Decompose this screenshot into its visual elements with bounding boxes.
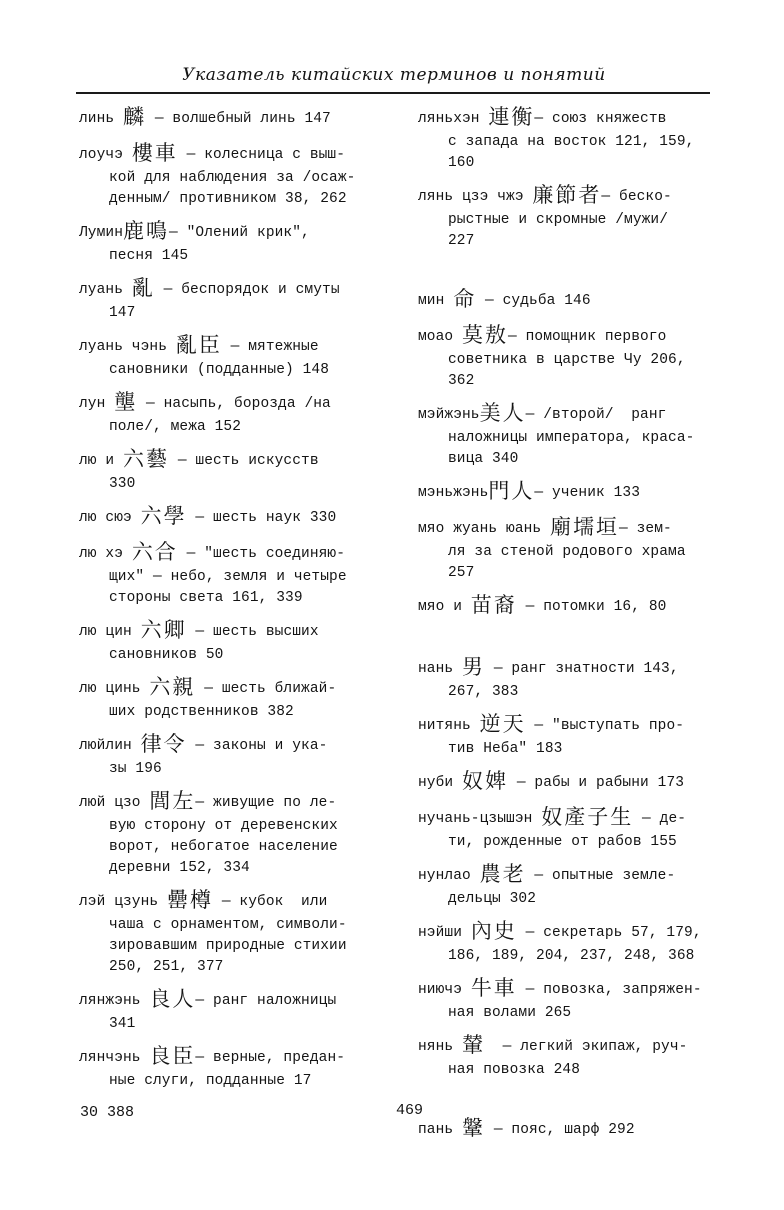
entry-continuation-line: песня 145 xyxy=(109,248,189,264)
entry-term: моао xyxy=(418,329,463,345)
entry-continuation-line: щих" — небо, земля и четыре xyxy=(109,569,347,585)
entry-term: пань xyxy=(418,1122,463,1138)
index-entry xyxy=(418,1032,718,1081)
entry-head-line xyxy=(418,768,718,796)
index-entry xyxy=(418,711,718,760)
chinese-characters: 鹿鳴 xyxy=(123,219,170,243)
entry-head-line xyxy=(79,140,379,168)
index-entry xyxy=(79,617,379,666)
chinese-characters: 廉節者 xyxy=(532,183,602,207)
entry-term: лю цин xyxy=(79,624,141,640)
entry-definition: — потомки 16, 80 xyxy=(516,599,667,615)
entry-definition: — "шесть соединяю- xyxy=(177,546,346,562)
entry-term: линь xyxy=(79,111,124,127)
chinese-characters: 六親 xyxy=(149,675,196,699)
entry-term: мэньжэнь xyxy=(418,485,489,501)
chinese-characters: 罍樽 xyxy=(167,888,214,912)
index-entry xyxy=(418,182,718,252)
index-entry xyxy=(79,1043,379,1092)
entry-continuation-line: 250, 251, 377 xyxy=(109,959,224,975)
entry-definition: — волшебный линь 147 xyxy=(146,111,331,127)
entry-definition: — живущие по ле- xyxy=(195,795,337,811)
index-entry xyxy=(418,975,718,1024)
entry-term: лун xyxy=(79,396,115,412)
entry-definition: — повозка, запряжен- xyxy=(516,982,702,998)
entry-continuation-line: 147 xyxy=(109,305,136,321)
entry-term: мэйжэнь xyxy=(418,407,480,423)
entry-definition: — де- xyxy=(633,811,687,827)
printer-signature: 30 388 xyxy=(80,1104,135,1121)
index-entry xyxy=(79,389,379,438)
chinese-characters: 逆天 xyxy=(479,712,526,736)
entry-continuation-line: чаша с орнаментом, символи- xyxy=(109,917,347,933)
entry-head-line xyxy=(418,1115,718,1143)
entry-term: лянжэнь xyxy=(79,993,150,1009)
entry-head-line xyxy=(418,975,718,1003)
entry-term: нуби xyxy=(418,775,463,791)
entry-continuation-line: наложницы императора, краса- xyxy=(448,430,695,446)
entry-definition: — ранг наложницы xyxy=(195,993,337,1009)
entry-head-line xyxy=(418,286,718,314)
chinese-characters: 壟 xyxy=(114,390,138,414)
chinese-characters: 六合 xyxy=(131,540,178,564)
entry-definition: — опытные земле- xyxy=(525,868,676,884)
index-entry xyxy=(79,332,379,381)
chinese-characters: 廟壖垣 xyxy=(550,515,620,539)
entry-continuation-line: дельцы 302 xyxy=(448,891,537,907)
entry-definition: — рабы и рабыни 173 xyxy=(508,775,685,791)
page-header: Указатель китайских терминов и понятий xyxy=(182,65,606,85)
chinese-characters: 苗裔 xyxy=(470,593,517,617)
entry-continuation-line: зы 196 xyxy=(109,761,162,777)
chinese-characters: 閭左 xyxy=(149,789,196,813)
entry-term: лэй цзунь xyxy=(79,894,168,910)
entry-term: нучань-цзышэн xyxy=(418,811,542,827)
entry-continuation-line: ная повозка 248 xyxy=(448,1062,581,1078)
chinese-characters: 命 xyxy=(453,287,477,311)
chinese-characters: 莫敖 xyxy=(462,323,509,347)
entry-head-line xyxy=(418,104,718,132)
entry-continuation-line: ля за стеной родового храма xyxy=(448,544,686,560)
chinese-characters: 亂臣 xyxy=(175,333,222,357)
entry-definition: — /второй/ ранг xyxy=(525,407,667,423)
entry-continuation-line: советника в царстве Чу 206, xyxy=(448,352,686,368)
index-entry xyxy=(79,731,379,780)
letter-group-gap xyxy=(418,260,718,286)
entry-head-line xyxy=(418,182,718,210)
entry-term: лянь цзэ чжэ xyxy=(418,189,533,205)
chinese-characters: 美人 xyxy=(479,401,526,425)
entry-continuation-line: ти, рожденные от рабов 155 xyxy=(448,834,677,850)
entry-head-line xyxy=(418,711,718,739)
entry-term: лю хэ xyxy=(79,546,132,562)
index-entry xyxy=(79,539,379,609)
entry-continuation-line: 186, 189, 204, 237, 248, 368 xyxy=(448,948,695,964)
entry-head-line xyxy=(79,332,379,360)
entry-term: луань xyxy=(79,282,132,298)
entry-head-line xyxy=(79,104,379,132)
entry-continuation-line: деревни 152, 334 xyxy=(109,860,250,876)
entry-definition: — зем- xyxy=(619,521,672,537)
entry-definition: — кубок или xyxy=(213,894,328,910)
entry-term: лю и xyxy=(79,453,124,469)
page-number: 469 xyxy=(396,1102,424,1119)
entry-continuation-line: сановников 50 xyxy=(109,647,224,663)
entry-definition: — ученик 133 xyxy=(534,485,641,501)
entry-continuation-line: 227 xyxy=(448,233,475,249)
entry-continuation-line: вица 340 xyxy=(448,451,519,467)
entry-term: нянь xyxy=(418,1039,463,1055)
entry-continuation-line: 160 xyxy=(448,155,475,171)
chinese-characters: 六卿 xyxy=(140,618,187,642)
entry-continuation-line: ворот, небогатое население xyxy=(109,839,338,855)
letter-group-gap xyxy=(418,1089,718,1115)
entry-head-line xyxy=(79,887,379,915)
entry-term: лю цинь xyxy=(79,681,150,697)
entry-term: нитянь xyxy=(418,718,480,734)
letter-group-gap xyxy=(418,628,718,654)
index-entry xyxy=(79,887,379,978)
index-entry xyxy=(79,104,379,132)
index-entry xyxy=(79,986,379,1035)
entry-definition: — колесница с выш- xyxy=(177,147,346,163)
header-rule xyxy=(76,92,710,94)
index-entry xyxy=(418,804,718,853)
entry-head-line xyxy=(79,674,379,702)
index-entry xyxy=(418,104,718,174)
entry-head-line xyxy=(79,218,379,246)
entry-head-line xyxy=(418,861,718,889)
entry-head-line xyxy=(418,514,718,542)
index-entry xyxy=(418,768,718,796)
entry-term: луань чэнь xyxy=(79,339,176,355)
index-entry xyxy=(418,400,718,470)
chinese-characters: 輦 xyxy=(462,1033,486,1057)
entry-head-line xyxy=(418,592,718,620)
entry-continuation-line: 267, 383 xyxy=(448,684,519,700)
right-column xyxy=(418,104,718,1151)
entry-head-line xyxy=(418,322,718,350)
entry-head-line xyxy=(79,275,379,303)
entry-definition: — верные, предан- xyxy=(195,1050,346,1066)
entry-continuation-line: 362 xyxy=(448,373,475,389)
index-entry xyxy=(418,286,718,314)
entry-term: нань xyxy=(418,661,463,677)
entry-head-line xyxy=(418,1032,718,1060)
chinese-characters: 連衡 xyxy=(488,105,535,129)
entry-term: люйлин xyxy=(79,738,141,754)
index-entry xyxy=(79,275,379,324)
index-entry xyxy=(418,592,718,620)
entry-head-line xyxy=(79,986,379,1014)
entry-head-line xyxy=(79,503,379,531)
entry-definition: — мятежные xyxy=(221,339,319,355)
entry-head-line xyxy=(79,539,379,567)
index-entry xyxy=(418,322,718,392)
entry-definition: — шесть ближай- xyxy=(195,681,337,697)
entry-term: Лумин xyxy=(79,225,124,241)
chinese-characters: 奴產子生 xyxy=(541,805,634,829)
index-entry xyxy=(418,1115,718,1143)
chinese-characters: 男 xyxy=(462,655,486,679)
entry-term: ляньхэн xyxy=(418,111,489,127)
entry-definition: — помощник первого xyxy=(508,329,667,345)
entry-term: мяо и xyxy=(418,599,471,615)
entry-head-line xyxy=(79,617,379,645)
entry-term: лоучэ xyxy=(79,147,132,163)
entry-continuation-line: вую сторону от деревенских xyxy=(109,818,338,834)
entry-continuation-line: ших родственников 382 xyxy=(109,704,294,720)
entry-head-line xyxy=(79,731,379,759)
entry-definition: — пояс, шарф 292 xyxy=(485,1122,635,1138)
entry-term: нэйши xyxy=(418,925,471,941)
entry-continuation-line: тив Неба" 183 xyxy=(448,741,563,757)
entry-term: нунлао xyxy=(418,868,480,884)
chinese-characters: 良臣 xyxy=(149,1044,196,1068)
entry-continuation-line: 341 xyxy=(109,1016,136,1032)
entry-definition: — шесть искусств xyxy=(169,453,319,469)
entry-definition: — союз княжеств xyxy=(534,111,667,127)
entry-head-line xyxy=(79,1043,379,1071)
entry-continuation-line: кой для наблюдения за /осаж- xyxy=(109,170,356,186)
chinese-characters: 內史 xyxy=(470,919,517,943)
entry-definition: — шесть высших xyxy=(186,624,319,640)
entry-term: мин xyxy=(418,293,454,309)
chinese-characters: 鞶 xyxy=(462,1116,486,1140)
index-entry xyxy=(418,861,718,910)
chinese-characters: 六藝 xyxy=(123,447,170,471)
entry-definition: — судьба 146 xyxy=(476,293,591,309)
chinese-characters: 亂 xyxy=(131,276,155,300)
chinese-characters: 樓車 xyxy=(131,141,178,165)
chinese-characters: 門人 xyxy=(488,479,535,503)
chinese-characters: 農老 xyxy=(479,862,526,886)
entry-definition: — законы и ука- xyxy=(186,738,328,754)
entry-definition: — легкий экипаж, руч- xyxy=(485,1039,688,1055)
index-entry xyxy=(418,918,718,967)
entry-term: ниючэ xyxy=(418,982,471,998)
entry-head-line xyxy=(418,654,718,682)
index-entry xyxy=(79,503,379,531)
entry-head-line xyxy=(418,804,718,832)
entry-definition: — насыпь, борозда /на xyxy=(137,396,331,412)
entry-term: лю сюэ xyxy=(79,510,141,526)
entry-definition: — ранг знатности 143, xyxy=(485,661,679,677)
entry-continuation-line: 257 xyxy=(448,565,475,581)
entry-definition: — "Олений крик", xyxy=(169,225,310,241)
entry-definition: — шесть наук 330 xyxy=(186,510,337,526)
entry-continuation-line: поле/, межа 152 xyxy=(109,419,242,435)
entry-term: мяо жуань юань xyxy=(418,521,551,537)
chinese-characters: 六學 xyxy=(140,504,187,528)
entry-continuation-line: 330 xyxy=(109,476,136,492)
entry-continuation-line: ные слуги, подданные 17 xyxy=(109,1073,312,1089)
entry-definition: — секретарь 57, 179, xyxy=(516,925,702,941)
index-entry xyxy=(79,788,379,879)
chinese-characters: 良人 xyxy=(149,987,196,1011)
chinese-characters: 牛車 xyxy=(470,976,517,1000)
entry-term: люй цзо xyxy=(79,795,150,811)
entry-head-line xyxy=(79,446,379,474)
entry-continuation-line: денным/ противником 38, 262 xyxy=(109,191,347,207)
chinese-characters: 奴婢 xyxy=(462,769,509,793)
entry-continuation-line: с запада на восток 121, 159, xyxy=(448,134,695,150)
entry-continuation-line: зировавшим природные стихии xyxy=(109,938,347,954)
index-entry xyxy=(418,478,718,506)
index-entry xyxy=(79,140,379,210)
entry-head-line xyxy=(79,788,379,816)
entry-head-line xyxy=(418,478,718,506)
entry-head-line xyxy=(418,918,718,946)
entry-term: лянчэнь xyxy=(79,1050,150,1066)
index-entry xyxy=(418,654,718,703)
entry-head-line xyxy=(79,389,379,417)
entry-head-line xyxy=(418,400,718,428)
left-column xyxy=(79,104,379,1100)
entry-continuation-line: сановники (подданные) 148 xyxy=(109,362,330,378)
entry-continuation-line: ная волами 265 xyxy=(448,1005,572,1021)
index-entry xyxy=(79,218,379,267)
entry-definition: — "выступать про- xyxy=(525,718,685,734)
entry-continuation-line: стороны света 161, 339 xyxy=(109,590,303,606)
index-entry xyxy=(79,674,379,723)
chinese-characters: 律令 xyxy=(140,732,187,756)
entry-definition: — беспорядок и смуты xyxy=(154,282,340,298)
entry-definition: — беско- xyxy=(601,189,672,205)
index-entry xyxy=(79,446,379,495)
entry-continuation-line: рыстные и скромные /мужи/ xyxy=(448,212,669,228)
chinese-characters: 麟 xyxy=(123,105,147,129)
index-entry xyxy=(418,514,718,584)
